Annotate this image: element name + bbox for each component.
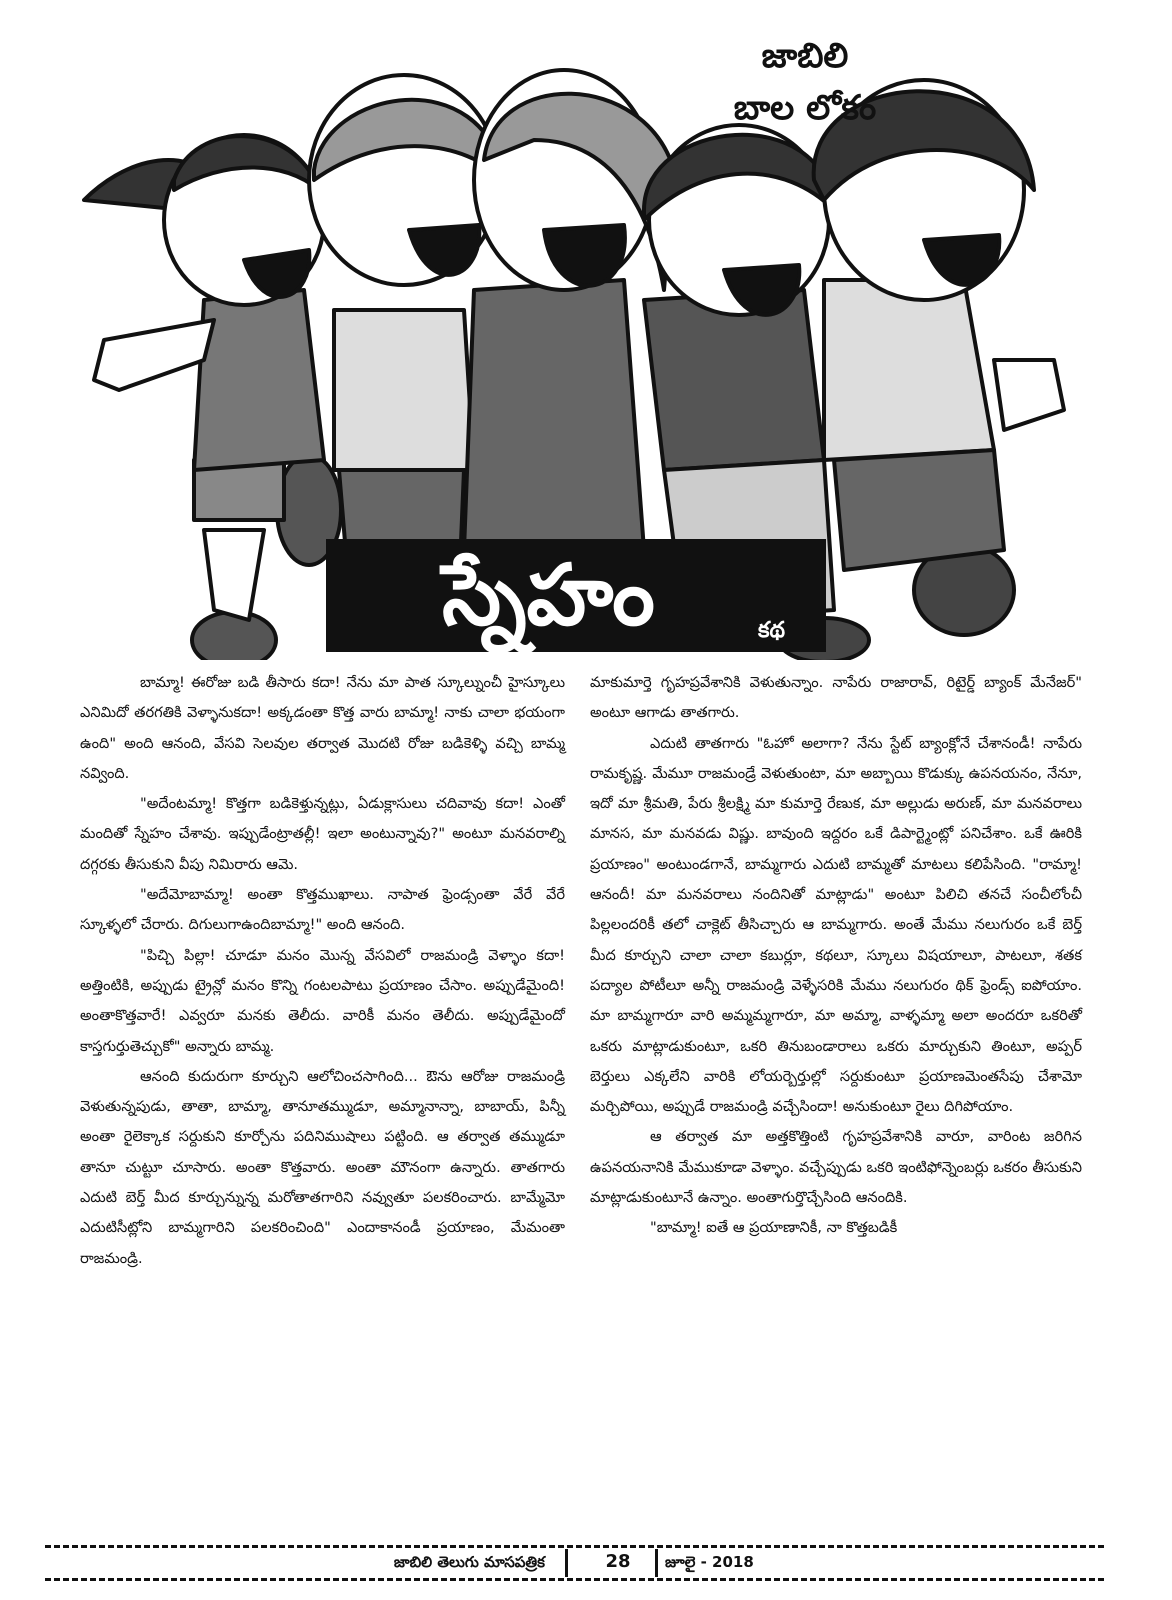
footer-divider [655,1549,658,1577]
section-heading-line2: బాల లోకం [733,88,877,128]
story-label: కథ [758,618,786,643]
paragraph: బామ్మా! ఈరోజు బడి తీసారు కదా! నేను మా పాత స్కూల్నుంచీ హైస్కూలు ఎనిమిదో తరగతికి వెళ్ళానుకదా! అక్కడంతా కొత్త వారు బామ్మా! నాకు చాలా భయంగా ఉంది" అంది ఆనంది, వేసవి సెలవుల తర్వాత మొదటి రోజు బడికెళ్ళి వచ్చి బామ్మ నవ్వింది. [80,674,565,782]
paragraph: "బామ్మా! ఐతే ఆ ప్రయాణానికీ, నా కొత్తబడికీ [650,1219,898,1237]
paragraph: "అదేంటమ్మా! కొత్తగా బడికెళ్తున్నట్లు, ఏడుక్లాసులు చదివావు కదా! ఎంతో మందితో స్నేహం చేశావు. ఇప్పుడేంట్రాతల్లీ! ఇలా అంటున్నావు?" అంటూ మనవరాల్ని దగ్గరకు తీసుకుని వీపు నిమిరారు ఆమె. [80,795,565,873]
section-heading-line1: జాబిలి [761,36,849,76]
right-column [590,668,1082,1244]
footer-border-bottom [45,1578,1105,1581]
story-title-box [326,539,826,652]
section-heading [725,30,885,134]
footer-divider [565,1549,568,1577]
story-title: స్నేహం [442,546,655,644]
paragraph: మాకుమార్తె గృహప్రవేశానికి వెళుతున్నాం. నాపేరు రాజారావ్, రిటైర్డ్ బ్యాంక్ మేనేజర్" అంటూ ఆగాడు తాతగారు. [590,674,1082,722]
page-footer [45,1545,1105,1581]
footer-magazine-name: జాబిలి తెలుగు మాసపత్రిక [393,1553,545,1571]
paragraph: ఆనంది కుదురుగా కూర్చుని ఆలోచించసాగింది... ఔను ఆరోజు రాజమండ్రి వెళుతున్నపుడు, తాతా, బామ్మా, తానూతమ్ముడూ, అమ్మానాన్నా, బాబాయ్, పిన్నీ అంతా రైలెక్కాక సర్దుకుని కూర్చోను పదినిముషాలు పట్టింది. ఆ తర్వాత తమ్ముడూ తానూ చుట్టూ చూసారు. అంతా కొత్తవారు. అంతా మౌనంగా ఉన్నారు. తాతగారు ఎదుటి బెర్త్ మీద కూర్చున్నున్న మరోతాతగారిని నవ్వుతూ పలకరించారు. బామ్మేమో ఎదుటిసీట్లోని బామ్మగారిని పలకరించింది" ఎందాకానండీ ప్రయాణం, మేమంతా రాజమండ్రి. [80,1067,565,1267]
paragraph: "అదేమోబామ్మా! అంతా కొత్తముఖాలు. నాపాత ఫ్రెండ్సంతా వేరే వేరే స్కూళ్ళలో చేరారు. దిగులుగాఉందిబామ్మా!" అంది ఆనంది. [80,886,565,934]
paragraph: ఆ తర్వాత మా అత్తకొత్తింటి గృహప్రవేశానికి వారూ, వారింట జరిగిన ఉపనయనానికి మేముకూడా వెళ్ళాం. వచ్చేప్పుడు ఒకరి ఇంటిఫోన్నెంబర్లు ఒకరం తీసుకుని మాట్లాడుకుంటూనే ఉన్నాం. అంతాగుర్తొచ్చేసింది ఆనందికి. [590,1128,1082,1207]
footer-border-top [45,1545,1105,1548]
paragraph: ఎదుటి తాతగారు "ఓహో అలాగా? నేను స్టేట్ బ్యాంక్లోనే చేశానండీ! నాపేరు రామకృష్ణ. మేమూ రాజమండ్రే వెళుతుంటా, మా అబ్బాయి కొడుక్కు ఉపనయనం, నేనూ, ఇదో మా శ్రీమతి, పేరు శ్రీలక్ష్మి మా కుమార్తె రేణుక, మా అల్లుడు అరుణ్, మా మనవరాలు మానస, మా మనవడు విష్ణు. బావుంది ఇద్దరం ఒకే డిపార్ట్మెంట్లో పనిచేశాం. ఒకే ఊరికి ప్రయాణం" అంటుండగానే, బామ్మగారు ఎదుటి బామ్మతో మాటలు కలిపేసింది. "రామ్మా! ఆనందీ! మా మనవరాలు నందినితో మాట్లాడు" అంటూ పిలిచి తనచే సంచీలోంచీ పిల్లలందరికీ తలో చాక్లెట్ తీసిచ్చారు ఆ బామ్మగారు. అంతే మేము నలుగురం ఒకే బెర్త్ మీద కూర్చుని చాలా చాలా కబుర్లూ, కథలూ, స్కూలు విషయాలూ, పాటలూ, శతక పద్యాల పోటీలూ అన్నీ రాజమండ్రి వెళ్ళేసరికి మేము నలుగురం థిక్ ఫ్రెండ్స్ ఐపోయాం. మా బామ్మగారూ వారి అమ్మమ్మగారూ, మా అమ్మా, వాళ్ళమ్మా అలా అందరూ ఒకరితో ఒకరు మాట్లాడుకుంటూ, ఒకరి తినుబండారాలు ఒకరు మార్చుకుని తింటూ, అప్పర్ బెర్తులు ఎక్కలేని వారికి లోయర్బెర్తుల్లో సర్దుకుంటూ ప్రయాణమెంతసేపు చేశామో మర్చిపోయి, అప్పుడే రాజమండ్రి వచ్చేసిందా! అనుకుంటూ రైలు దిగిపోయాం. [590,734,1082,1116]
left-column [80,668,565,1274]
paragraph: "పిచ్చి పిల్లా! చూడూ మనం మొన్న వేసవిలో రాజమండ్రి వెళ్ళాం కదా! అత్తింటికి, అప్పుడు ట్రైన్లో మనం కొన్ని గంటలపాటు ప్రయాణం చేసాం. అప్పుడేమైంది! అంతాకొత్తవారే! ఎవ్వరూ మనకు తెలీదు. వారికీ మనం తెలీదు. అప్పుడేమైందో కాస్తగుర్తుతెచ్చుకో" అన్నారు బామ్మ. [80,946,565,1055]
footer-page-number: 28 [605,1551,631,1572]
footer-issue-date: జూలై - 2018 [665,1553,754,1571]
